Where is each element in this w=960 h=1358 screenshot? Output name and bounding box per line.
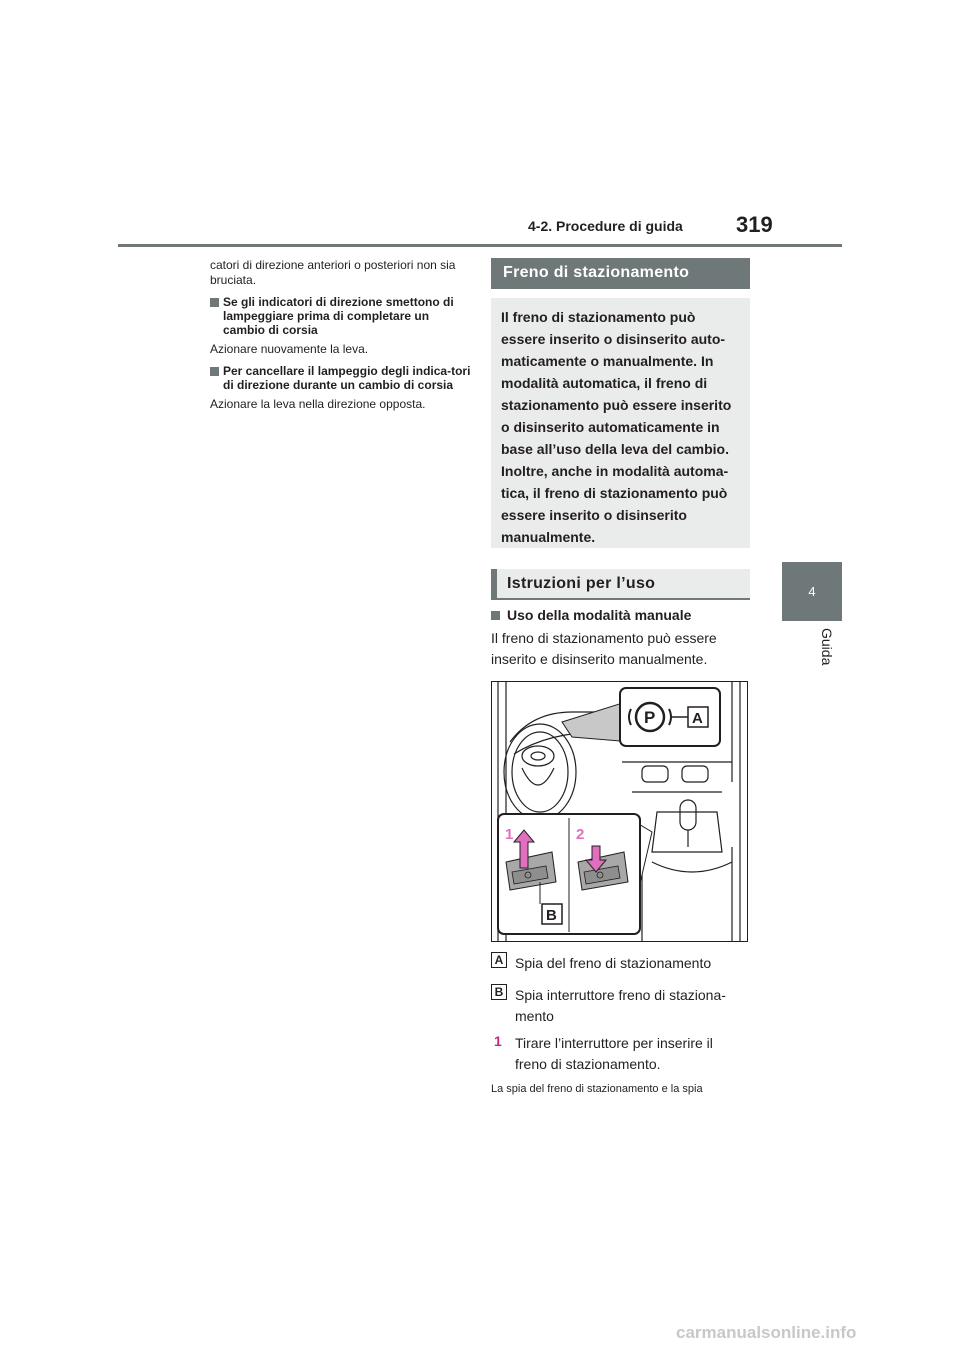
manual-mode-heading: Uso della modalità manuale — [491, 607, 691, 623]
square-bullet-icon — [210, 367, 219, 376]
parking-brake-illustration — [491, 681, 748, 942]
manual-mode-text: Il freno di stazionamento può essere inserito e disinserito manualmente. — [491, 630, 717, 667]
step-2-label: 2 — [576, 826, 585, 843]
summary-box — [491, 298, 750, 548]
callout-b: B — [546, 907, 557, 924]
continuation-text: catori di direzione anteriori o posteriori non sia bruciata. — [210, 258, 456, 287]
legend-key-a: A — [491, 952, 507, 968]
page-number: 319 — [736, 212, 773, 237]
item-heading: Per cancellare il lampeggio degli indica-tori di direzione durante un cambio di corsia — [210, 364, 472, 392]
step-text: Tirare l’interruttore per inserire il freno di stazionamento. — [515, 1035, 713, 1072]
summary-line: essere inserito o disinserito — [501, 507, 687, 523]
svg-text:P: P — [644, 708, 656, 727]
heading-rule — [491, 287, 750, 289]
summary-line: modalità automatica, il freno di — [501, 375, 708, 391]
step-number: 1 — [494, 1033, 502, 1049]
summary-line: stazionamento può essere inserito — [501, 397, 732, 413]
chapter-tab[interactable] — [782, 562, 842, 621]
item-body: Azionare nuovamente la leva. — [210, 342, 369, 356]
section-heading: Freno di stazionamento — [491, 258, 750, 287]
dashboard-drawing — [492, 682, 748, 942]
item-body: Azionare la leva nella direzione opposta. — [210, 397, 426, 411]
summary-line: Il freno di stazionamento può — [501, 309, 696, 325]
legend-key-b: B — [491, 984, 507, 1000]
subsection-heading: Istruzioni per l’uso — [491, 569, 750, 598]
left-column — [210, 258, 472, 419]
summary-line: essere inserito o disinserito auto- — [501, 331, 726, 347]
square-bullet-icon — [210, 298, 219, 307]
summary-line: base all’uso della leva del cambio. — [501, 441, 729, 457]
step-1-label: 1 — [505, 826, 514, 843]
chapter-label: Guida — [819, 628, 835, 666]
summary-line: o disinserito automaticamente in — [501, 419, 720, 435]
watermark: carmanualsonline.info — [676, 1323, 857, 1342]
subsection-rule — [491, 598, 750, 600]
item-heading: Se gli indicatori di direzione smettono di lampeggiare prima di completare un cambio di corsia — [210, 295, 472, 337]
summary-line: tica, il freno di stazionamento può — [501, 485, 728, 501]
summary-line: manualmente. — [501, 529, 596, 545]
section-title: 4-2. Procedure di guida — [528, 218, 683, 234]
square-bullet-icon — [491, 611, 500, 620]
continuation-footer: La spia del freno di stazionamento e la spia — [491, 1083, 703, 1095]
callout-a: A — [692, 710, 703, 727]
summary-line: maticamente o manualmente. In — [501, 353, 714, 369]
header-rule — [118, 244, 842, 247]
legend-text-b: Spia interruttore freno di staziona- mento — [515, 987, 726, 1024]
summary-line: Inoltre, anche in modalità automa- — [501, 463, 729, 479]
legend-text-a: Spia del freno di stazionamento — [515, 955, 712, 971]
chapter-number: 4 — [808, 584, 816, 599]
